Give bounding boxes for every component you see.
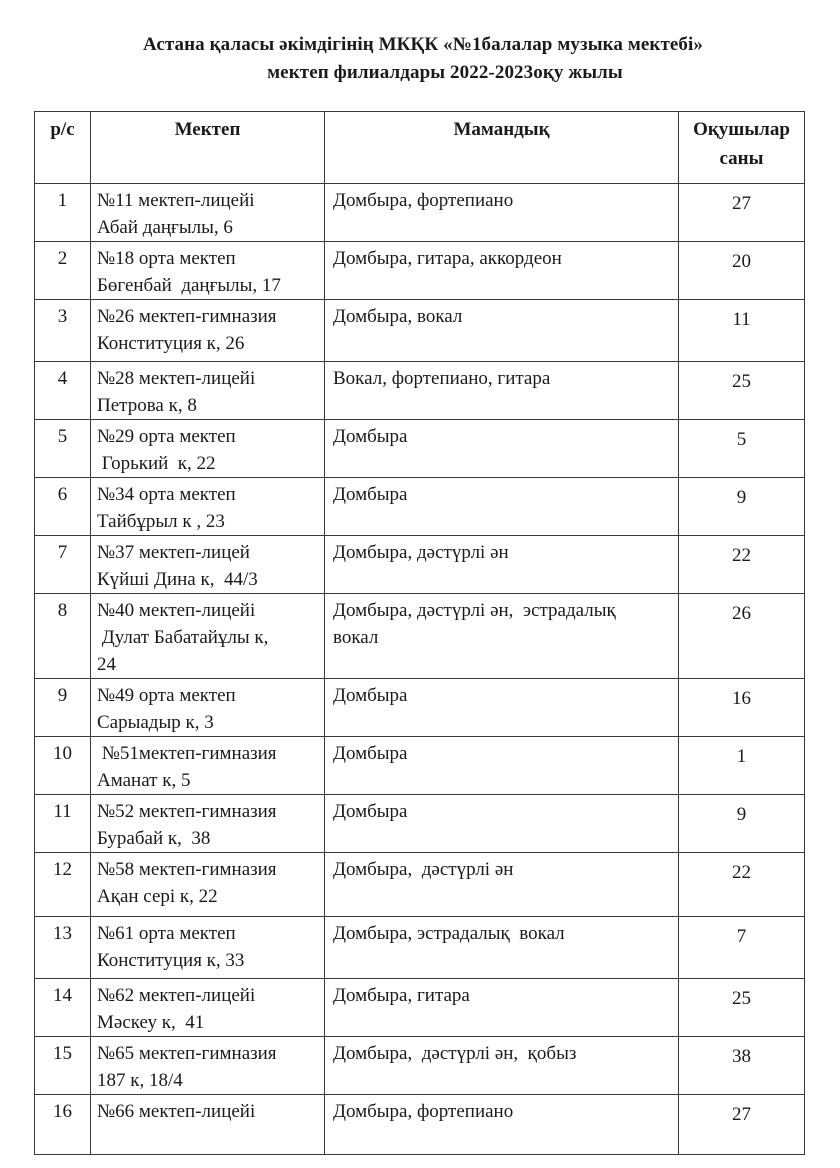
row-number: 11: [35, 795, 91, 853]
specialty-cell: [325, 917, 679, 979]
row-number: 10: [35, 737, 91, 795]
row-number: 14: [35, 979, 91, 1037]
specialty-cell: [325, 242, 679, 300]
student-count: 11: [679, 300, 805, 362]
specialty-cell: [325, 362, 679, 420]
student-count: 22: [679, 853, 805, 917]
school-cell: [91, 679, 325, 737]
column-header-student-count: Оқушылар саны: [679, 112, 805, 184]
specialty-text: Домбыра: [333, 743, 408, 764]
specialty-cell: [325, 737, 679, 795]
school-school-line1: №29 орта мектеп: [97, 426, 236, 447]
school-school-line2: Петрова к, 8: [97, 395, 197, 416]
column-header-school: Мектеп: [91, 112, 325, 184]
school-cell: [91, 362, 325, 420]
school-cell: [91, 795, 325, 853]
table-row: [35, 184, 805, 242]
school-school-line2: Конституция к, 26: [97, 333, 245, 354]
school-school-line1: №61 орта мектеп: [97, 923, 236, 944]
school-school-line2: Ақан сері к, 22: [97, 886, 218, 907]
specialty-text: Вокал, фортепиано, гитара: [333, 368, 551, 389]
school-cell: [91, 917, 325, 979]
table-row: [35, 420, 805, 478]
school-cell: [91, 242, 325, 300]
table-row: [35, 853, 805, 917]
school-school-line2: Күйші Дина к, 44/3: [97, 569, 258, 590]
school-school-line2: Бурабай к, 38: [97, 828, 211, 849]
school-school-line2: Сарыадыр к, 3: [97, 712, 214, 733]
table-row: [35, 478, 805, 536]
student-count: 1: [679, 737, 805, 795]
school-cell: [91, 594, 325, 679]
school-school-line1: №28 мектеп-лицейі: [97, 368, 256, 389]
school-school-line2: 187 к, 18/4: [97, 1070, 183, 1091]
specialty-cell: [325, 853, 679, 917]
school-school-line2: Абай даңғылы, 6: [97, 217, 233, 238]
school-school-line1: №65 мектеп-гимназия: [97, 1043, 277, 1064]
row-number: 6: [35, 478, 91, 536]
specialty-text: Домбыра, фортепиано: [333, 190, 514, 211]
table-body: [35, 184, 805, 1155]
school-school-line1: №66 мектеп-лицейі: [97, 1101, 256, 1122]
school-cell: [91, 737, 325, 795]
school-school-line2: Бөгенбай даңғылы, 17: [97, 275, 281, 296]
table-row: [35, 795, 805, 853]
specialty-text: Домбыра, гитара: [333, 985, 470, 1006]
specialty-text: Домбыра, вокал: [333, 306, 463, 327]
specialty-cell: [325, 536, 679, 594]
specialty-cell: [325, 184, 679, 242]
specialty-text: Домбыра, фортепиано: [333, 1101, 514, 1122]
specialty-cell: [325, 679, 679, 737]
school-cell: [91, 420, 325, 478]
student-count: 7: [679, 917, 805, 979]
school-school-line1: №40 мектеп-лицейі: [97, 600, 256, 621]
table-row: [35, 362, 805, 420]
specialty-text: Домбыра, гитара, аккордеон: [333, 248, 562, 269]
school-school-line1: №11 мектеп-лицейі: [97, 190, 255, 211]
specialty-cell: [325, 478, 679, 536]
row-number: 9: [35, 679, 91, 737]
specialty-text: Домбыра: [333, 426, 408, 447]
school-cell: [91, 300, 325, 362]
specialty-cell: [325, 979, 679, 1037]
table-row: [35, 242, 805, 300]
table-header-row: [35, 112, 805, 184]
student-count: 25: [679, 979, 805, 1037]
specialty-text: Домбыра, дәстүрлі ән, эстрадалық: [333, 600, 616, 621]
specialty-text: Домбыра: [333, 685, 408, 706]
student-count: 38: [679, 1037, 805, 1095]
school-school-line1: №37 мектеп-лицей: [97, 542, 250, 563]
document-title: Астана қаласы әкімдігінің МКҚК «№1балалар музыка мектебі»: [142, 34, 704, 55]
student-count: 9: [679, 478, 805, 536]
row-number: 12: [35, 853, 91, 917]
branches-table: [34, 111, 805, 1155]
school-school-line1: №49 орта мектеп: [97, 685, 236, 706]
school-school-line1: №58 мектеп-гимназия: [97, 859, 277, 880]
specialty-text: Домбыра: [333, 801, 408, 822]
table-row: [35, 737, 805, 795]
row-number: 5: [35, 420, 91, 478]
row-number: 4: [35, 362, 91, 420]
school-cell: [91, 184, 325, 242]
student-count: 5: [679, 420, 805, 478]
school-school-line2: Дулат Бабатайұлы к,: [97, 627, 269, 648]
table-row: [35, 1095, 805, 1155]
table-row: [35, 679, 805, 737]
row-number: 8: [35, 594, 91, 679]
school-school-line1: №18 орта мектеп: [97, 248, 236, 269]
student-count: 9: [679, 795, 805, 853]
student-count: 22: [679, 536, 805, 594]
school-cell: [91, 1037, 325, 1095]
row-number: 1: [35, 184, 91, 242]
school-cell: [91, 853, 325, 917]
specialty-cell: [325, 1095, 679, 1155]
school-cell: [91, 536, 325, 594]
school-cell: [91, 1095, 325, 1155]
table-row: [35, 917, 805, 979]
student-count: 25: [679, 362, 805, 420]
specialty-cell: [325, 594, 679, 679]
specialty-cell: [325, 1037, 679, 1095]
school-school-line2: Аманат к, 5: [97, 770, 191, 791]
row-number: 3: [35, 300, 91, 362]
specialty-cell: [325, 795, 679, 853]
school-school-line1: №34 орта мектеп: [97, 484, 236, 505]
table-row: [35, 594, 805, 679]
specialty-text: Домбыра, дәстүрлі ән: [333, 859, 514, 880]
student-count: 20: [679, 242, 805, 300]
row-number: 7: [35, 536, 91, 594]
school-cell: [91, 478, 325, 536]
table-row: [35, 1037, 805, 1095]
school-school-line2: Тайбұрыл к , 23: [97, 511, 225, 532]
specialty-cell: [325, 300, 679, 362]
school-school-line2: Горький к, 22: [97, 453, 216, 474]
row-number: 2: [35, 242, 91, 300]
document-subtitle: мектеп филиалдары 2022-2023оқу жылы: [267, 62, 623, 83]
student-count: 26: [679, 594, 805, 679]
school-school-line3: 24: [97, 654, 116, 675]
school-cell: [91, 979, 325, 1037]
student-count: 27: [679, 184, 805, 242]
specialty-text: Домбыра, дәстүрлі ән, қобыз: [333, 1043, 577, 1064]
school-school-line1: №62 мектеп-лицейі: [97, 985, 256, 1006]
specialty-text: Домбыра, эстрадалық вокал: [333, 923, 565, 944]
column-header-number: р/с: [35, 112, 91, 184]
specialty-cell: [325, 420, 679, 478]
school-school-line2: Конституция к, 33: [97, 950, 245, 971]
student-count: 27: [679, 1095, 805, 1155]
table-row: [35, 300, 805, 362]
table-row: [35, 536, 805, 594]
column-header-specialty: Мамандық: [325, 112, 679, 184]
specialty-text: Домбыра, дәстүрлі ән: [333, 542, 509, 563]
row-number: 13: [35, 917, 91, 979]
row-number: 16: [35, 1095, 91, 1155]
specialty-text-line2: вокал: [333, 627, 379, 648]
student-count: 16: [679, 679, 805, 737]
row-number: 15: [35, 1037, 91, 1095]
school-school-line1: №52 мектеп-гимназия: [97, 801, 277, 822]
specialty-text: Домбыра: [333, 484, 408, 505]
table-row: [35, 979, 805, 1037]
school-school-line1: №51мектеп-гимназия: [97, 743, 277, 764]
school-school-line2: Мәскеу к, 41: [97, 1012, 205, 1033]
school-school-line1: №26 мектеп-гимназия: [97, 306, 277, 327]
